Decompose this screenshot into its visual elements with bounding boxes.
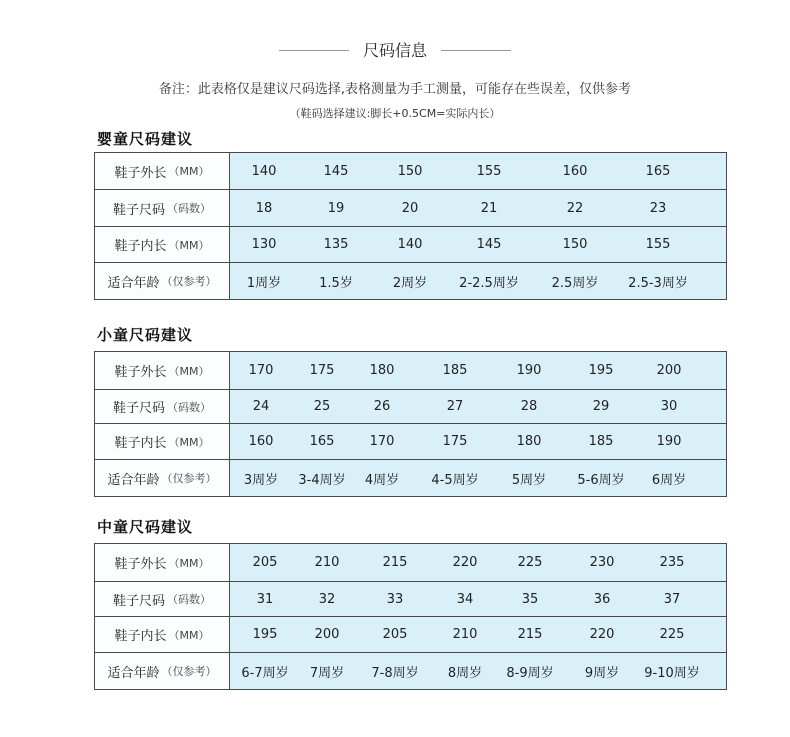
row-values xyxy=(230,227,726,262)
row-values xyxy=(230,544,726,581)
table-cell: 4周岁 xyxy=(364,472,400,488)
table-cell: 2-2.5周岁 xyxy=(459,275,519,291)
table-cell: 140 xyxy=(251,163,277,179)
row-unit: （MM） xyxy=(168,238,210,252)
table-cell: 19 xyxy=(327,200,345,216)
row-unit: （仅参考） xyxy=(161,665,217,678)
table-cell: 175 xyxy=(309,363,335,378)
table-cell: 7周岁 xyxy=(309,665,345,681)
title-divider-left xyxy=(279,50,349,51)
row-label: 鞋子内长 xyxy=(114,239,167,254)
row-values xyxy=(230,460,726,496)
row-label: 鞋子外长 xyxy=(114,365,167,380)
row-header xyxy=(95,460,230,496)
row-label: 适合年龄 xyxy=(107,665,160,681)
row-unit: （MM） xyxy=(168,165,210,178)
table-cell: 200 xyxy=(314,627,340,642)
size-tip-note: （鞋码选择建议:脚长+0.5CM=实际内长） xyxy=(289,107,501,120)
size-table-infant xyxy=(94,152,727,300)
table-cell: 35 xyxy=(521,591,539,607)
table-cell: 195 xyxy=(588,363,614,378)
size-table-middle-child xyxy=(94,543,727,690)
table-cell: 22 xyxy=(566,200,584,216)
section-title-small-child: 小童尺码建议 xyxy=(97,326,194,344)
table-cell: 145 xyxy=(323,163,349,179)
table-cell: 2.5-3周岁 xyxy=(628,275,688,291)
table-cell: 8周岁 xyxy=(447,665,483,681)
disclaimer-note: 备注：此表格仅是建议尺码选择,表格测量为手工测量，可能存在些误差，仅供参考 xyxy=(158,82,632,97)
row-unit: （MM） xyxy=(168,628,210,642)
row-unit: （码数） xyxy=(167,593,211,606)
table-row xyxy=(95,227,726,263)
row-header xyxy=(95,227,230,262)
table-cell: 2.5周岁 xyxy=(551,275,599,291)
table-cell: 220 xyxy=(452,555,478,570)
row-label: 鞋子尺码 xyxy=(112,401,165,416)
row-label: 适合年龄 xyxy=(107,472,160,488)
table-cell: 6-7周岁 xyxy=(241,665,289,681)
table-row xyxy=(95,352,726,390)
table-cell: 175 xyxy=(442,434,468,449)
row-unit: （码数） xyxy=(167,400,211,414)
table-row xyxy=(95,153,726,190)
table-cell: 225 xyxy=(517,555,543,570)
row-label: 适合年龄 xyxy=(107,275,160,291)
table-cell: 20 xyxy=(401,200,419,216)
table-row xyxy=(95,582,726,617)
table-cell: 195 xyxy=(252,627,278,642)
table-cell: 1周岁 xyxy=(246,275,282,291)
row-values xyxy=(230,153,726,189)
table-cell: 160 xyxy=(562,163,588,179)
table-cell: 7-8周岁 xyxy=(371,665,419,681)
table-cell: 185 xyxy=(588,434,614,449)
page-title-block xyxy=(0,38,790,64)
row-unit: （仅参考） xyxy=(161,275,217,288)
table-cell: 170 xyxy=(248,363,274,378)
table-cell: 180 xyxy=(516,434,542,449)
section-title-middle-child: 中童尺码建议 xyxy=(97,518,194,536)
table-row xyxy=(95,390,726,424)
table-cell: 235 xyxy=(659,555,685,570)
row-values xyxy=(230,190,726,226)
row-header xyxy=(95,352,230,389)
table-cell: 210 xyxy=(452,627,478,642)
row-header xyxy=(95,424,230,459)
table-row xyxy=(95,263,726,299)
table-cell: 5周岁 xyxy=(511,472,547,488)
table-cell: 27 xyxy=(446,399,464,414)
table-cell: 210 xyxy=(314,555,340,570)
row-label: 鞋子内长 xyxy=(114,629,167,644)
table-cell: 37 xyxy=(663,591,681,607)
table-row xyxy=(95,424,726,460)
table-cell: 150 xyxy=(562,237,588,252)
title-divider-right xyxy=(441,50,511,51)
table-cell: 28 xyxy=(520,399,538,414)
table-cell: 18 xyxy=(255,200,273,216)
row-values xyxy=(230,424,726,459)
row-values xyxy=(230,352,726,389)
table-cell: 230 xyxy=(589,555,615,570)
size-table-small-child xyxy=(94,351,727,497)
table-cell: 34 xyxy=(456,591,474,607)
row-label: 鞋子外长 xyxy=(114,557,167,572)
table-cell: 215 xyxy=(382,555,408,570)
table-cell: 200 xyxy=(656,363,682,378)
row-header xyxy=(95,544,230,581)
row-values xyxy=(230,263,726,299)
table-cell: 225 xyxy=(659,627,685,642)
table-cell: 32 xyxy=(318,591,336,607)
row-header xyxy=(95,582,230,616)
table-row xyxy=(95,190,726,227)
table-cell: 3周岁 xyxy=(243,472,279,488)
row-label: 鞋子内长 xyxy=(114,436,167,451)
table-cell: 8-9周岁 xyxy=(506,665,554,681)
table-cell: 145 xyxy=(476,237,502,252)
table-cell: 9周岁 xyxy=(584,665,620,681)
table-cell: 185 xyxy=(442,363,468,378)
table-cell: 21 xyxy=(480,200,498,216)
table-cell: 140 xyxy=(397,237,423,252)
table-cell: 4-5周岁 xyxy=(431,472,479,488)
row-values xyxy=(230,617,726,652)
table-cell: 180 xyxy=(369,363,395,378)
table-cell: 5-6周岁 xyxy=(577,472,625,488)
table-cell: 205 xyxy=(382,627,408,642)
table-cell: 9-10周岁 xyxy=(644,665,700,681)
table-cell: 155 xyxy=(645,237,671,252)
table-row xyxy=(95,617,726,653)
table-cell: 160 xyxy=(248,434,274,449)
row-unit: （仅参考） xyxy=(161,472,217,485)
row-values xyxy=(230,582,726,616)
row-values xyxy=(230,390,726,423)
page-title: 尺码信息 xyxy=(362,41,427,60)
table-cell: 25 xyxy=(313,399,331,414)
table-cell: 205 xyxy=(252,555,278,570)
table-cell: 36 xyxy=(593,591,611,607)
row-label: 鞋子外长 xyxy=(114,165,167,181)
table-cell: 26 xyxy=(373,399,391,414)
section-title-infant: 婴童尺码建议 xyxy=(97,130,194,148)
table-cell: 165 xyxy=(645,163,671,179)
table-cell: 6周岁 xyxy=(651,472,687,488)
row-header xyxy=(95,263,230,299)
table-cell: 29 xyxy=(592,399,610,414)
table-row xyxy=(95,653,726,689)
table-cell: 130 xyxy=(251,237,277,252)
table-cell: 2周岁 xyxy=(392,275,428,291)
table-cell: 190 xyxy=(516,363,542,378)
row-header xyxy=(95,653,230,689)
table-cell: 24 xyxy=(252,399,270,414)
row-unit: （MM） xyxy=(168,364,210,378)
table-cell: 3-4周岁 xyxy=(298,472,346,488)
table-cell: 155 xyxy=(476,163,502,179)
table-cell: 33 xyxy=(386,591,404,607)
table-cell: 170 xyxy=(369,434,395,449)
table-cell: 1.5岁 xyxy=(319,275,353,291)
table-row xyxy=(95,544,726,582)
row-header xyxy=(95,190,230,226)
row-header xyxy=(95,617,230,652)
table-cell: 23 xyxy=(649,200,667,216)
table-row xyxy=(95,460,726,496)
table-cell: 30 xyxy=(660,399,678,414)
row-unit: （MM） xyxy=(168,435,210,449)
table-cell: 150 xyxy=(397,163,423,179)
row-header xyxy=(95,390,230,423)
row-unit: （MM） xyxy=(168,556,210,570)
row-values xyxy=(230,653,726,689)
table-cell: 215 xyxy=(517,627,543,642)
row-label: 鞋子尺码 xyxy=(112,593,165,609)
row-unit: （码数） xyxy=(167,202,211,215)
table-cell: 190 xyxy=(656,434,682,449)
table-cell: 135 xyxy=(323,237,349,252)
table-cell: 31 xyxy=(256,591,274,607)
row-label: 鞋子尺码 xyxy=(112,202,165,218)
table-cell: 165 xyxy=(309,434,335,449)
table-cell: 220 xyxy=(589,627,615,642)
row-header xyxy=(95,153,230,189)
